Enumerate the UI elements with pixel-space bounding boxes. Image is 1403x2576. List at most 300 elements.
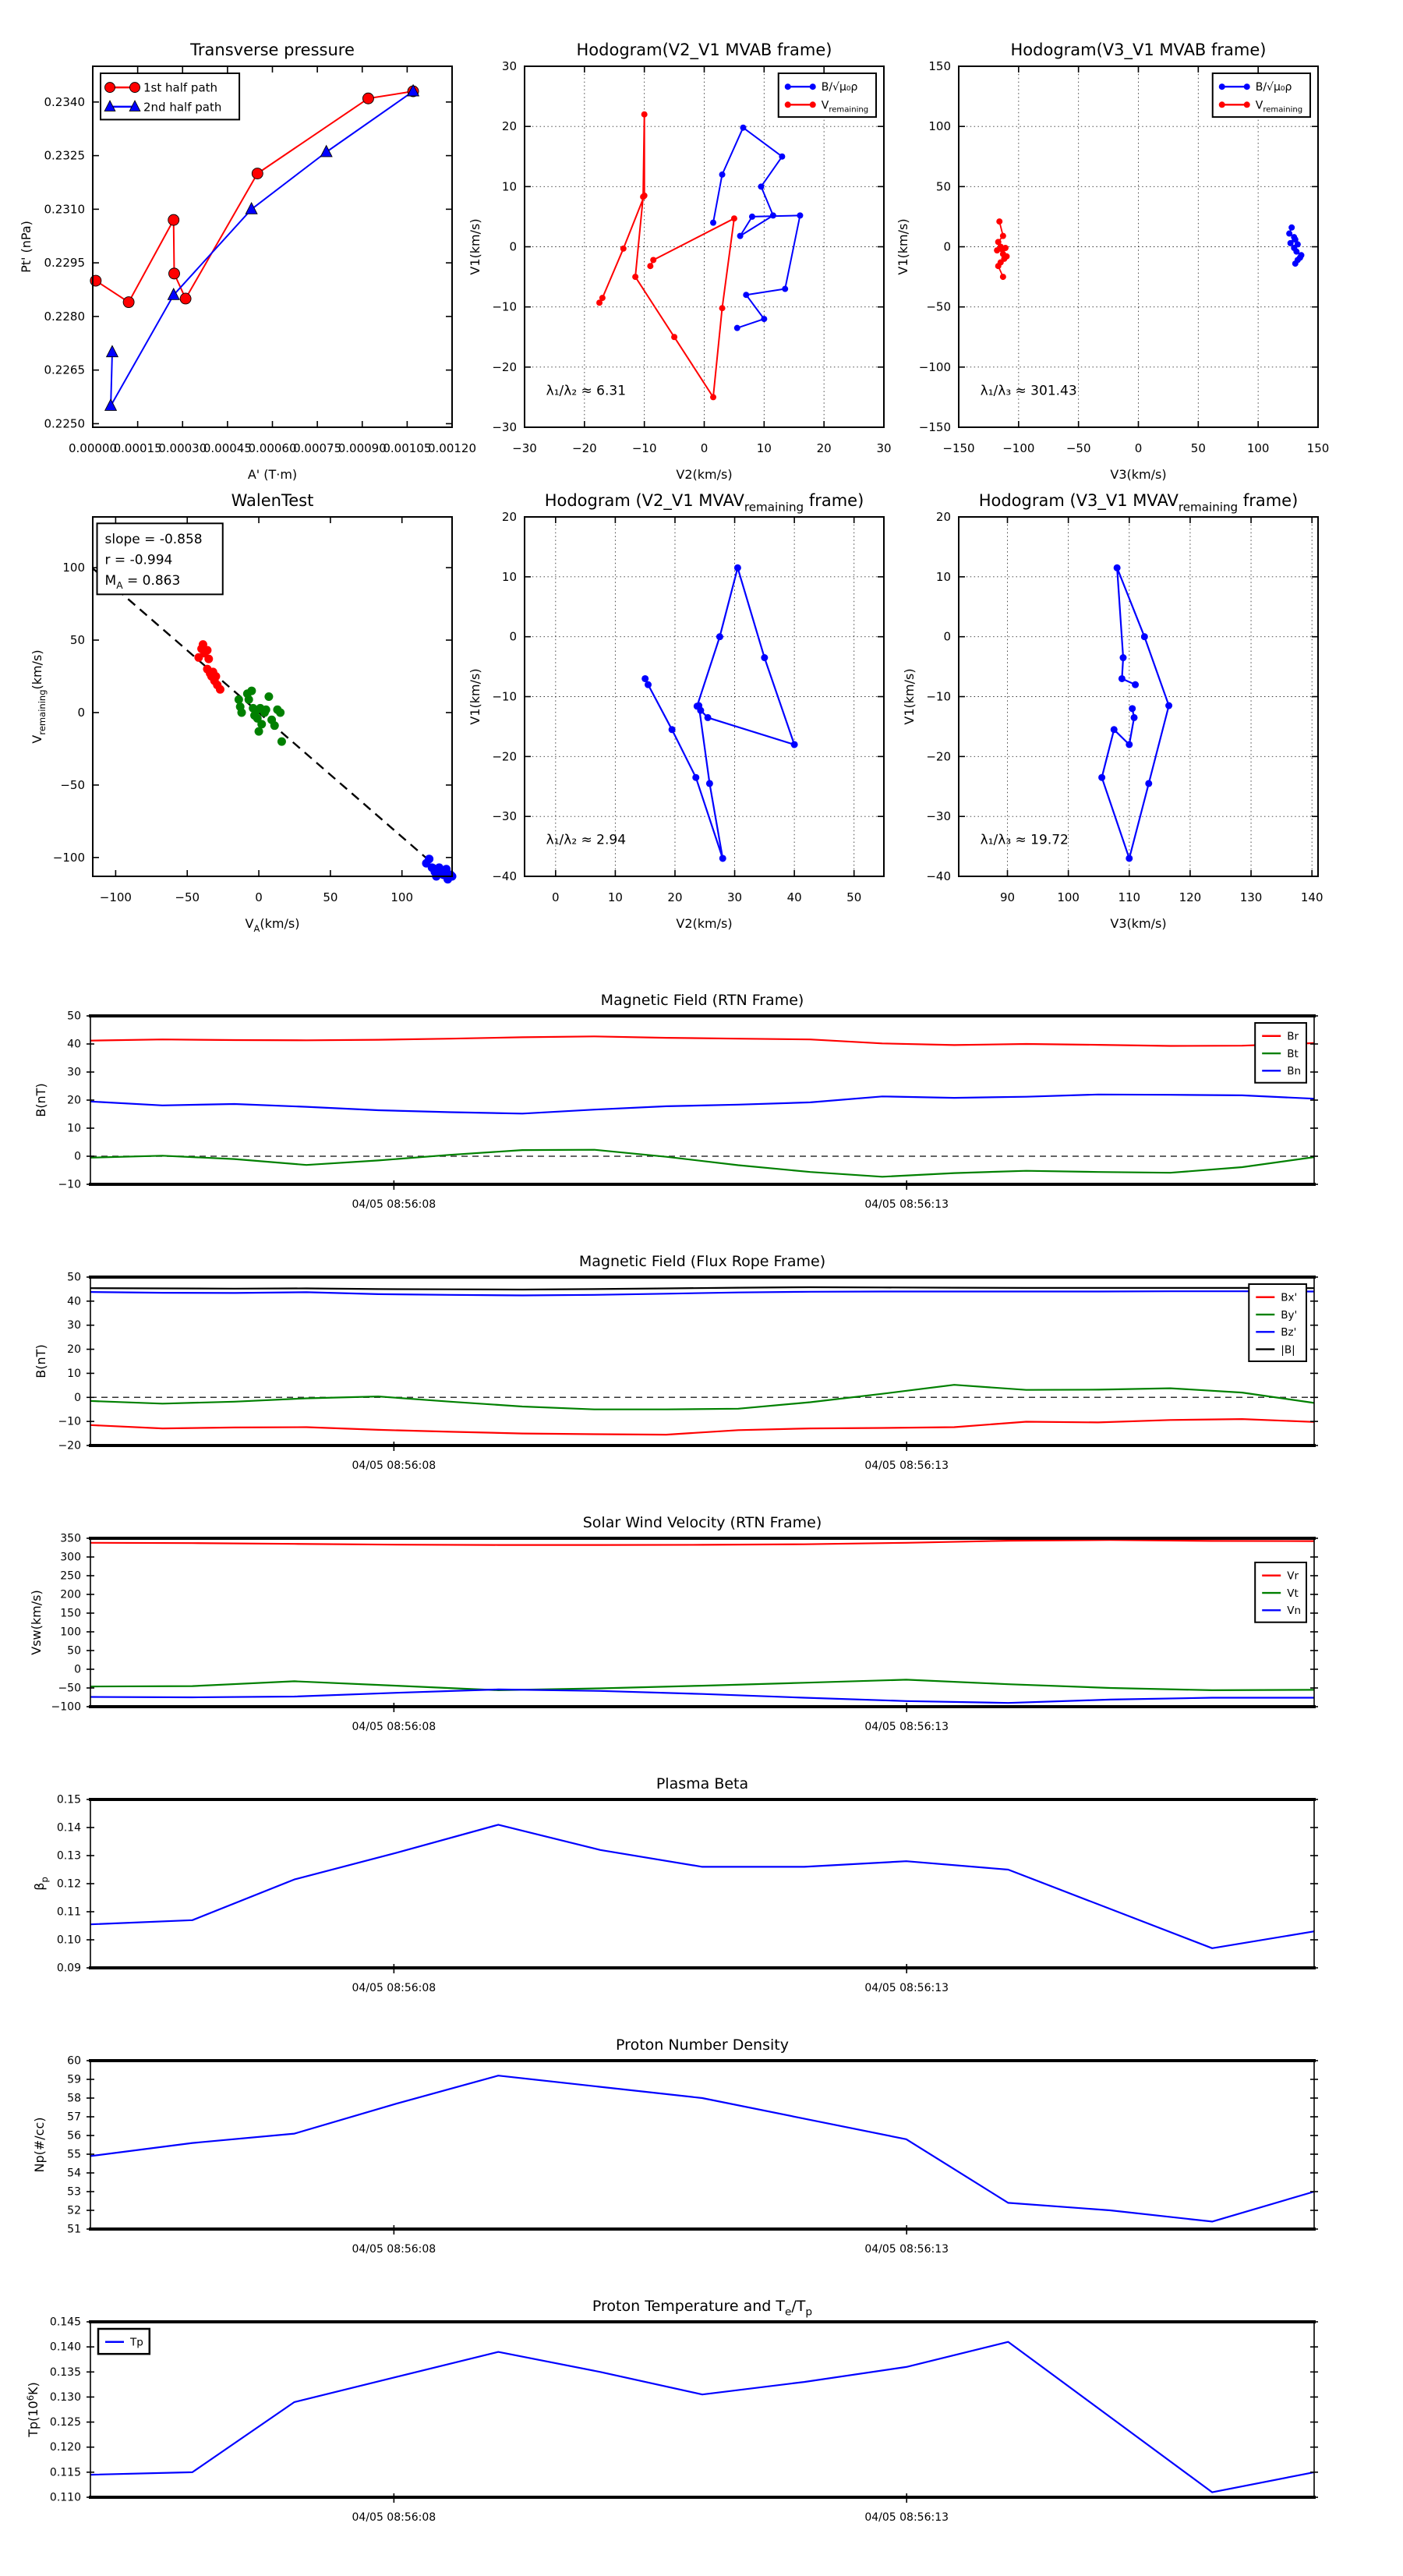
y-tick-label: 0 [509, 629, 517, 644]
y-tick-label: 10 [501, 179, 517, 194]
marker-dot [599, 295, 606, 301]
marker-dot [203, 646, 211, 655]
chart-title: Magnetic Field (RTN Frame) [600, 992, 804, 1009]
y-tick-label: 100 [62, 561, 85, 575]
marker-dot [1111, 726, 1118, 733]
marker-dot [710, 394, 716, 400]
y-tick-label: −30 [492, 809, 517, 824]
marker-legend [105, 83, 115, 93]
marker-dot [257, 720, 266, 728]
y-axis-label: B(nT) [34, 1344, 48, 1378]
series-line [90, 1419, 1314, 1435]
legend-label: Vn [1287, 1605, 1302, 1618]
marker-circle [90, 275, 101, 286]
series-V-remaining- [994, 218, 1009, 280]
series-line [90, 1095, 1314, 1114]
x-tick-label: 50 [846, 890, 862, 904]
x-tick-label: 04/05 08:56:13 [864, 1460, 949, 1472]
marker-circle [168, 268, 179, 279]
legend-label: Bt [1287, 1047, 1299, 1060]
y-axis-label: Np(#/cc) [32, 2117, 47, 2173]
marker-dot [758, 183, 764, 189]
y-tick-label: 0 [509, 239, 517, 254]
marker-dot [641, 111, 648, 118]
x-tick-label: 20 [667, 890, 683, 904]
marker-dot [262, 706, 270, 714]
x-tick-label: 0.00105 [383, 441, 432, 455]
marker-dot [671, 334, 677, 340]
marker-dot [716, 633, 723, 640]
series-line [90, 2342, 1314, 2493]
y-tick-label: −20 [492, 749, 517, 764]
series-second-half [422, 855, 456, 883]
y-tick-label: 20 [67, 1343, 81, 1357]
legend-label: $V_{remaining}$ [1255, 99, 1303, 115]
marker-dot [797, 212, 803, 218]
y-tick-label: 0.115 [49, 2466, 81, 2479]
y-tick-label: 10 [67, 1122, 81, 1135]
marker-dot [211, 672, 220, 681]
marker-dot [1000, 233, 1006, 239]
series-line [90, 1291, 1314, 1295]
grid [525, 517, 884, 876]
chart-proton-temperature [25, 2298, 1318, 2524]
y-axis-label: V1(km/s) [468, 218, 482, 275]
y-tick-label: −30 [492, 420, 517, 434]
y-tick-label: 250 [60, 1569, 81, 1583]
y-tick-label: 0.10 [56, 1934, 81, 1947]
legend-label: By' [1281, 1308, 1298, 1322]
y-tick-label: 30 [501, 59, 517, 73]
ticks [44, 66, 477, 455]
marker-dot [996, 218, 1002, 225]
y-tick-label: 53 [67, 2185, 81, 2199]
series-B- [1098, 564, 1172, 862]
marker-circle [180, 293, 191, 304]
marker-dot [647, 263, 653, 269]
legend-label: B/√μ₀ρ [821, 81, 858, 94]
y-tick-label: −50 [926, 299, 951, 314]
series-Bz' [90, 1291, 1314, 1295]
legend-label: |B| [1281, 1343, 1295, 1357]
y-axis-label: Vsw(km/s) [29, 1590, 44, 1655]
x-tick-label: 150 [1306, 441, 1330, 455]
marker-dot [761, 654, 768, 661]
y-tick-label: 20 [501, 119, 517, 134]
legend-label: Bn [1287, 1065, 1302, 1078]
y-tick-label: 57 [67, 2111, 81, 2124]
y-tick-label: 0.2265 [44, 363, 85, 377]
frame [93, 66, 452, 427]
series-V-remaining- [596, 111, 737, 401]
chart-mag-rtn [34, 992, 1318, 1211]
chart-title: Hodogram(V3_V1 MVAB frame) [1010, 41, 1267, 59]
chart-hodogram-v3v1-mvab [896, 41, 1329, 482]
x-tick-label: 04/05 08:56:08 [352, 1460, 436, 1472]
x-tick-label: 04/05 08:56:13 [864, 1982, 949, 1994]
y-tick-label: −10 [58, 1415, 81, 1428]
ticks [51, 1533, 1318, 1734]
y-tick-label: 51 [67, 2223, 81, 2236]
stats-line: r = -0.994 [104, 552, 173, 568]
y-axis-label: V1(km/s) [902, 668, 917, 725]
legend [98, 2329, 150, 2354]
grid [525, 66, 884, 427]
x-tick-label: 10 [607, 890, 623, 904]
y-tick-label: −40 [492, 869, 517, 883]
y-tick-label: 150 [928, 59, 951, 73]
marker-dot [645, 681, 652, 688]
y-tick-label: 0 [74, 1391, 81, 1404]
legend [779, 73, 876, 117]
chart-transverse-pressure [19, 41, 476, 482]
y-tick-label: −20 [492, 359, 517, 374]
series-Bt [90, 1150, 1314, 1177]
y-tick-label: 50 [67, 1010, 81, 1023]
marker-legend [1244, 101, 1250, 108]
y-tick-label: 59 [67, 2073, 81, 2086]
x-tick-label: −50 [175, 890, 200, 904]
y-tick-label: 0.14 [56, 1821, 81, 1835]
x-tick-label: −100 [1002, 441, 1035, 455]
marker-dot [238, 708, 246, 717]
ticks [67, 2055, 1318, 2256]
y-tick-label: 100 [928, 119, 951, 134]
marker-dot [782, 286, 788, 292]
marker-triangle [105, 399, 117, 410]
x-tick-label: 50 [323, 890, 338, 904]
marker-dot [235, 695, 243, 704]
marker-dot [1098, 774, 1105, 781]
x-tick-label: 130 [1239, 890, 1263, 904]
series-Vn [90, 1690, 1314, 1703]
y-axis-label: $Tp(10^6K)$ [25, 2382, 41, 2437]
y-axis-label: $V_{remaining}(km/s)$ [30, 649, 48, 744]
y-tick-label: −10 [926, 689, 951, 704]
y-tick-label: 52 [67, 2204, 81, 2217]
marker-dot [1141, 633, 1148, 640]
y-tick-label: 55 [67, 2148, 81, 2161]
marker-dot [749, 214, 755, 220]
marker-legend [785, 101, 791, 108]
series-line [1102, 568, 1169, 858]
marker-dot [425, 855, 433, 863]
legend-label: B/√μ₀ρ [1255, 81, 1292, 94]
series-|B| [90, 1287, 1314, 1290]
marker-dot [1292, 260, 1299, 267]
y-tick-label: −50 [60, 777, 85, 792]
y-tick-label: 0.2340 [44, 94, 85, 109]
marker-dot [276, 708, 284, 717]
y-tick-label: 0.130 [49, 2390, 81, 2404]
x-tick-label: 100 [1057, 890, 1080, 904]
y-tick-label: −20 [58, 1439, 81, 1453]
marker-dot [791, 741, 798, 748]
y-tick-label: 0.2250 [44, 416, 85, 431]
x-tick-label: 100 [391, 890, 414, 904]
y-tick-label: 10 [67, 1367, 81, 1380]
y-tick-label: 0.120 [49, 2441, 81, 2454]
y-tick-label: 100 [60, 1626, 81, 1639]
y-tick-label: 40 [67, 1295, 81, 1308]
marker-dot [705, 714, 712, 721]
marker-legend [785, 83, 791, 90]
y-tick-label: 0 [74, 1663, 81, 1676]
marker-dot [770, 212, 776, 218]
y-tick-label: 0.2325 [44, 148, 85, 163]
marker-dot [743, 292, 749, 298]
marker-legend [130, 83, 140, 93]
y-tick-label: −10 [492, 299, 517, 314]
y-tick-label: 30 [67, 1319, 81, 1332]
y-tick-label: 0.2295 [44, 256, 85, 271]
x-tick-label: 30 [876, 441, 892, 455]
y-tick-label: 200 [60, 1588, 81, 1601]
series-line [90, 1824, 1314, 1948]
marker-triangle [246, 203, 257, 214]
x-axis-label: A' (T·m) [247, 467, 298, 482]
chart-walen-test [30, 491, 457, 934]
marker-circle [362, 93, 373, 104]
series-B- [641, 564, 797, 862]
x-tick-label: 100 [1246, 441, 1270, 455]
y-tick-label: 54 [67, 2167, 81, 2180]
y-tick-label: 10 [935, 569, 951, 584]
marker-circle [168, 214, 179, 225]
series-Bn [90, 1095, 1314, 1114]
legend [1213, 73, 1310, 117]
x-tick-label: 0.00075 [293, 441, 342, 455]
y-tick-label: −100 [51, 1700, 81, 1714]
series-line [90, 1287, 1314, 1290]
marker-dot [669, 726, 676, 733]
y-tick-label: −40 [926, 869, 951, 883]
marker-dot [719, 305, 726, 311]
y-tick-label: 50 [935, 179, 951, 194]
chart-title: Proton Number Density [616, 2036, 789, 2054]
series-line [96, 91, 413, 303]
marker-dot [737, 233, 744, 239]
annotation: λ₁/λ₂ ≈ 2.94 [546, 832, 627, 848]
marker-dot [1002, 245, 1009, 251]
marker-dot [1165, 702, 1172, 709]
y-tick-label: 50 [69, 633, 85, 648]
marker-dot [641, 675, 648, 682]
marker-dot [1129, 705, 1136, 712]
marker-dot [706, 780, 713, 787]
series-Np [90, 2075, 1314, 2221]
y-tick-label: 20 [67, 1094, 81, 1107]
x-axis-label: V2(km/s) [676, 916, 733, 931]
chart-title: Plasma Beta [656, 1775, 749, 1792]
marker-dot [740, 125, 746, 131]
y-tick-label: 0 [77, 705, 85, 720]
marker-dot [277, 738, 286, 746]
series-beta-p [90, 1824, 1314, 1948]
marker-dot [731, 215, 737, 221]
x-tick-label: 04/05 08:56:08 [352, 1982, 436, 1994]
stats-box [97, 523, 223, 594]
y-tick-label: −100 [52, 850, 85, 865]
y-tick-label: 20 [935, 510, 951, 524]
legend-label: 1st half path [143, 80, 218, 95]
chart-title: Hodogram (V2_V1 $MVAV_{remaining}$ frame) [544, 491, 864, 515]
x-tick-label: 0.00015 [113, 441, 162, 455]
legend [1255, 1562, 1306, 1622]
marker-dot [1132, 681, 1139, 688]
series-Br [90, 1036, 1314, 1046]
y-tick-label: 0 [943, 629, 951, 644]
x-tick-label: −150 [942, 441, 975, 455]
y-tick-label: 0.12 [56, 1877, 81, 1891]
marker-dot [216, 685, 224, 694]
y-tick-label: 0.11 [56, 1905, 81, 1919]
marker-dot [719, 172, 726, 178]
x-tick-label: 04/05 08:56:13 [864, 1198, 949, 1211]
y-tick-label: 150 [60, 1607, 81, 1620]
chart-title: Hodogram(V2_V1 MVAB frame) [576, 41, 832, 59]
x-tick-label: 110 [1118, 890, 1141, 904]
x-tick-label: 20 [816, 441, 832, 455]
y-axis-label: $\beta_p$ [32, 1877, 50, 1891]
y-tick-label: 0.2280 [44, 309, 85, 324]
series-line [599, 115, 734, 398]
y-tick-label: 60 [67, 2054, 81, 2068]
series-line [111, 91, 413, 405]
legend-label: 2nd half path [143, 100, 222, 115]
marker-circle [123, 297, 134, 308]
grid [959, 66, 1318, 427]
marker-dot [1114, 564, 1121, 571]
chart-title: Solar Wind Velocity (RTN Frame) [582, 1514, 822, 1531]
marker-dot [1145, 780, 1152, 787]
chart-mag-flux-rope [34, 1253, 1318, 1472]
x-tick-label: 04/05 08:56:08 [352, 1721, 436, 1733]
series-Vr [90, 1540, 1314, 1545]
ticks [50, 2316, 1318, 2525]
marker-dot [1131, 714, 1138, 721]
y-axis-label: B(nT) [34, 1083, 48, 1117]
x-tick-label: 30 [727, 890, 743, 904]
chart-title: Transverse pressure [190, 41, 355, 59]
y-tick-label: 58 [67, 2092, 81, 2105]
marker-legend [810, 83, 816, 90]
ticks [58, 1272, 1318, 1473]
marker-dot [620, 246, 627, 252]
marker-dot [734, 564, 741, 571]
legend-label: Vr [1287, 1569, 1299, 1583]
y-tick-label: 40 [67, 1038, 81, 1051]
y-tick-label: −20 [926, 749, 951, 764]
series-line [90, 1036, 1314, 1046]
marker-legend [810, 101, 816, 108]
y-tick-label: 0.135 [49, 2365, 81, 2379]
ticks [57, 1794, 1318, 1995]
marker-dot [734, 325, 740, 331]
y-tick-label: 0.110 [49, 2491, 81, 2504]
series-line [90, 1540, 1314, 1545]
x-tick-label: 10 [756, 441, 772, 455]
marker-dot [692, 774, 699, 781]
y-tick-label: −10 [492, 689, 517, 704]
chart-proton-density [32, 2036, 1318, 2256]
marker-circle [252, 168, 263, 179]
series-B- [1286, 225, 1304, 267]
y-tick-label: 30 [67, 1066, 81, 1079]
x-tick-label: 40 [786, 890, 802, 904]
marker-dot [650, 257, 656, 263]
legend-label: Bx' [1281, 1291, 1298, 1304]
y-tick-label: 0.140 [49, 2341, 81, 2354]
x-tick-label: 90 [999, 890, 1016, 904]
x-axis-label: $V_A(km/s)$ [245, 916, 300, 934]
series-2nd-half-path [105, 85, 419, 411]
marker-dot [1288, 225, 1295, 231]
y-tick-label: 50 [67, 1644, 81, 1658]
x-tick-label: 04/05 08:56:08 [352, 2511, 436, 2524]
y-axis-label: Pt' (nPa) [19, 221, 34, 273]
x-tick-label: −30 [512, 441, 537, 455]
y-axis-label: V1(km/s) [468, 668, 482, 725]
x-tick-label: 0.00030 [158, 441, 207, 455]
marker-dot [710, 220, 716, 226]
legend [1249, 1284, 1306, 1361]
marker-legend [1244, 83, 1250, 90]
y-tick-label: −150 [918, 420, 951, 434]
marker-dot [1119, 654, 1126, 661]
x-axis-label: V2(km/s) [676, 467, 733, 482]
x-tick-label: 04/05 08:56:08 [352, 2243, 436, 2256]
series-line [90, 1150, 1314, 1177]
series-first-half [194, 640, 224, 694]
y-tick-label: 0.2310 [44, 202, 85, 217]
legend-label: $V_{remaining}$ [821, 99, 869, 115]
chart-hodogram-v3v1-mvav [902, 491, 1323, 931]
marker-dot [1119, 675, 1126, 682]
x-tick-label: 0 [700, 441, 709, 455]
x-tick-label: −100 [99, 890, 132, 904]
y-tick-label: 20 [501, 510, 517, 524]
series-line [90, 1679, 1314, 1690]
x-tick-label: 04/05 08:56:08 [352, 1198, 436, 1211]
y-tick-label: 50 [67, 1271, 81, 1284]
annotation: λ₁/λ₃ ≈ 301.43 [980, 383, 1077, 399]
series-line [90, 2075, 1314, 2221]
chart-plasma-beta [32, 1775, 1318, 1994]
series-Bx' [90, 1419, 1314, 1435]
marker-dot [779, 154, 785, 160]
chart-hodogram-v2v1-mvab [468, 41, 892, 482]
chart-title: WalenTest [231, 491, 314, 510]
series-middle [235, 687, 286, 746]
marker-dot [1126, 741, 1133, 748]
marker-dot [694, 702, 701, 709]
marker-legend [1219, 101, 1225, 108]
x-tick-label: 0.00120 [427, 441, 477, 455]
x-tick-label: 0.00045 [203, 441, 252, 455]
x-tick-label: 0.00090 [337, 441, 387, 455]
marker-dot [245, 695, 253, 704]
x-tick-label: −10 [631, 441, 657, 455]
series-Tp [90, 2342, 1314, 2493]
x-tick-label: −20 [572, 441, 597, 455]
x-tick-label: 0 [552, 890, 560, 904]
chart-hodogram-v2v1-mvav [468, 491, 884, 931]
y-tick-label: 350 [60, 1532, 81, 1545]
x-tick-label: 0.00000 [68, 441, 118, 455]
y-tick-label: 10 [501, 569, 517, 584]
marker-dot [264, 692, 273, 701]
